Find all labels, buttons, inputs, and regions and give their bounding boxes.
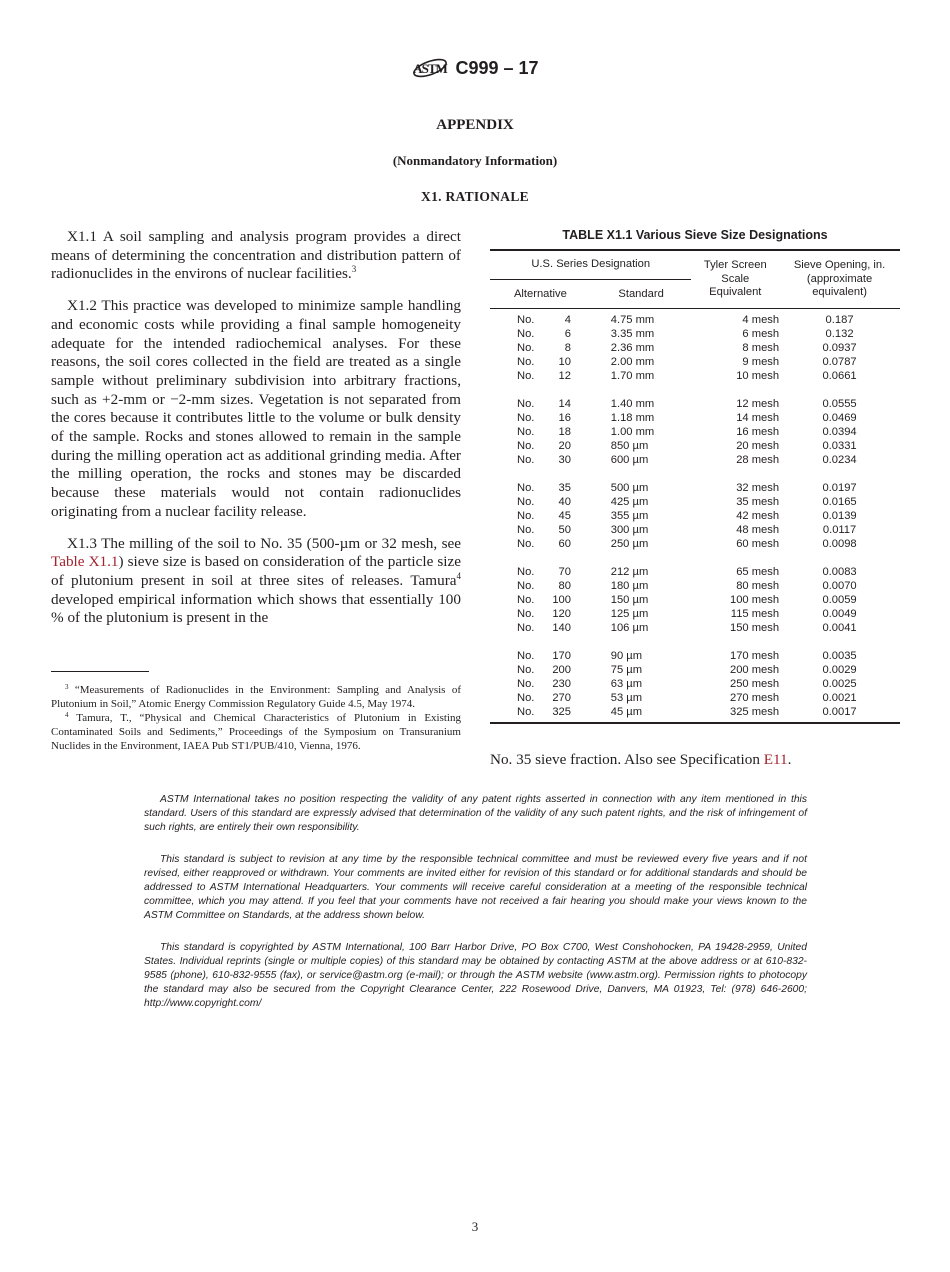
cell-tyler: 4 mesh — [742, 314, 780, 326]
group-spacer — [490, 467, 900, 481]
cell-standard: 355 µm — [610, 510, 649, 522]
cell-tyler: 250 mesh — [729, 678, 780, 690]
cell-opening: 0.187 — [825, 314, 854, 326]
paragraph-x1-3-continued: No. 35 sieve fraction. Also see Specification E11. — [490, 751, 792, 768]
cell-standard: 425 µm — [610, 496, 649, 508]
table-row — [490, 649, 900, 663]
cell-opening: 0.0070 — [822, 580, 857, 592]
cell-tyler: 9 mesh — [742, 356, 780, 368]
cell-tyler: 16 mesh — [736, 426, 780, 438]
cell-opening: 0.0098 — [822, 538, 857, 550]
cell-alternative: No. 200 — [517, 664, 571, 676]
cell-standard: 300 µm — [610, 524, 649, 536]
svg-text:ASTM: ASTM — [413, 61, 448, 76]
cell-alternative: No. 16 — [517, 412, 571, 424]
cell-alternative: No. 60 — [517, 538, 571, 550]
cell-alternative: No. 70 — [517, 566, 571, 578]
header-opening: Sieve Opening, in. (approximate equivalent) — [779, 250, 900, 309]
table-row — [490, 309, 900, 328]
table-row — [490, 579, 900, 593]
cell-opening: 0.0025 — [822, 678, 857, 690]
cell-tyler: 115 mesh — [730, 608, 780, 620]
cell-alternative: No. 270 — [517, 692, 571, 704]
cell-tyler: 48 mesh — [736, 524, 780, 536]
group-spacer — [490, 635, 900, 649]
cell-tyler: 270 mesh — [729, 692, 780, 704]
table-row — [490, 453, 900, 467]
cell-alternative: No. 325 — [517, 706, 571, 718]
cell-standard: 212 µm — [610, 566, 649, 578]
cell-tyler: 325 mesh — [729, 706, 780, 718]
cell-tyler: 60 mesh — [736, 538, 780, 550]
standard-designation: C999 – 17 — [455, 57, 539, 78]
sieve-table-container — [490, 228, 900, 724]
footnote-3: $^3$ “Measurements of Radionuclides in the Environment: Sampling and Analysis of Plutonium in Soil,” Atomic Energy Commission Regulatory Guide 4.5, May 1974. — [51, 683, 461, 710]
cell-standard: 90 µm — [610, 650, 643, 662]
left-column — [51, 228, 461, 641]
cell-opening: 0.132 — [825, 328, 854, 340]
cell-standard: 1.00 mm — [610, 426, 655, 438]
table-row — [490, 509, 900, 523]
cell-standard: 850 µm — [610, 440, 649, 452]
cell-opening: 0.0029 — [822, 664, 857, 676]
table-row — [490, 327, 900, 341]
footnote-ref-4[interactable]: 4 — [456, 570, 461, 581]
nonmandatory-heading: (Nonmandatory Information) — [392, 153, 558, 168]
astm-notices — [144, 793, 807, 1029]
cell-tyler: 8 mesh — [742, 342, 780, 354]
cell-tyler: 150 mesh — [729, 622, 780, 634]
cell-standard: 150 µm — [610, 594, 649, 606]
cell-alternative: No. 4 — [517, 314, 571, 326]
cell-standard: 1.70 mm — [610, 370, 655, 382]
e11-link[interactable]: E11 — [763, 751, 788, 768]
cell-opening: 0.0049 — [822, 608, 857, 620]
cell-standard: 1.40 mm — [610, 398, 655, 410]
table-row — [490, 355, 900, 369]
astm-logo-icon — [411, 52, 449, 84]
appendix-heading: APPENDIX — [436, 117, 514, 133]
cell-opening: 0.0469 — [822, 412, 857, 424]
page-header — [0, 52, 950, 84]
cell-opening: 0.0139 — [822, 510, 857, 522]
patent-notice: ASTM International takes no position respecting the validity of any patent rights asserted in connection with any item mentioned in this standard. Users of this standard are expressly advised that determination of the validity of any such patent rights, and the risk of infringement of such rights, are entirely their own responsibility. — [144, 794, 807, 833]
cell-opening: 0.0787 — [822, 356, 857, 368]
cell-opening: 0.0331 — [822, 440, 857, 452]
cell-opening: 0.0234 — [822, 454, 857, 466]
cell-alternative: No. 40 — [517, 496, 571, 508]
cell-opening: 0.0083 — [822, 566, 857, 578]
table-row — [490, 341, 900, 355]
table-row — [490, 705, 900, 723]
table-row — [490, 369, 900, 383]
cell-alternative: No. 35 — [517, 482, 571, 494]
cell-alternative: No. 120 — [517, 608, 571, 620]
page-number: 3 — [471, 1219, 479, 1234]
table-row — [490, 481, 900, 495]
cell-tyler: 65 mesh — [736, 566, 780, 578]
cell-opening: 0.0165 — [822, 496, 857, 508]
cell-alternative: No. 100 — [517, 594, 571, 606]
cell-tyler: 80 mesh — [736, 580, 780, 592]
cell-alternative: No. 170 — [517, 650, 571, 662]
section-heading: X1. RATIONALE — [421, 189, 529, 204]
cell-opening: 0.0021 — [822, 692, 857, 704]
cell-alternative: No. 80 — [517, 580, 571, 592]
cell-opening: 0.0197 — [822, 482, 857, 494]
paragraph-x1-1: X1.1 A soil sampling and analysis program provides a direct means of determining the concentration and distribution pattern of radionuclides in the environs of nuclear facilities.$^3$ — [51, 228, 461, 283]
paragraph-x1-3: X1.3 The milling of the soil to No. 35 (500-µm or 32 mesh, see Table X1.1) sieve size is based on consideration of the particle size of plutonium present in soil at three sites of releases. Tamura$^4$ developed empirical information which shows that essentially 100 % of the plutonium is present in the — [51, 534, 461, 627]
cell-alternative: No. 10 — [517, 356, 571, 368]
cell-opening: 0.0041 — [822, 622, 857, 634]
cell-standard: 250 µm — [610, 538, 649, 550]
table-row — [490, 621, 900, 635]
cell-alternative: No. 140 — [517, 622, 571, 634]
cell-alternative: No. 18 — [517, 426, 571, 438]
table-row — [490, 523, 900, 537]
cell-standard: 106 µm — [610, 622, 649, 634]
cell-standard: 125 µm — [610, 608, 649, 620]
footnote-divider — [51, 671, 149, 672]
cell-standard: 63 µm — [610, 678, 643, 690]
cell-opening: 0.0017 — [822, 706, 857, 718]
cell-opening: 0.0555 — [822, 398, 857, 410]
table-title: TABLE X1.1 Various Sieve Size Designations — [562, 228, 828, 242]
paragraph-x1-2: X1.2 This practice was developed to minimize sample handling and economic costs while providing a final sample homogeneity adequate for the intended radiochemical analyses. For these reasons, the soil cores collected in the field are treated as a single sample without preliminary subdivision into arbitrary fractions, such as +2-mm or −2-mm sizes. Vegetation is not separated from the cores because it contributes little to the volume or bulk density of the sample. Rocks and stones allowed to remain in the sample during the milling operation act as additional grinding media. After the milling operation, the rocks and stones may be discarded because these materials would not contain radionuclides originating from a nuclear facility release. — [51, 297, 461, 520]
cell-standard: 3.35 mm — [610, 328, 655, 340]
cell-opening: 0.0394 — [822, 426, 857, 438]
footnote-4: $^4$ Tamura, T., “Physical and Chemical Characteristics of Plutonium in Existing Contaminated Soils and Sediments,” Proceedings of the Symposium on Transuranium Nuclides in the Environment, IAEA Pub ST1/PUB/410, Vienna, 1976. — [51, 711, 461, 752]
table-row — [490, 439, 900, 453]
table-row — [490, 565, 900, 579]
cell-tyler: 12 mesh — [736, 398, 780, 410]
table-row — [490, 663, 900, 677]
revision-notice: This standard is subject to revision at any time by the responsible technical committee and must be reviewed every five years and if not revised, either reapproved or withdrawn. Your comments are invited either for revision of this standard or for additional standards and should be addressed to ASTM International Headquarters. Your comments will receive careful consideration at a meeting of the responsible technical committee, which you may attend. If you feel that your comments have not received a fair hearing you should make your views known to the ASTM Committee on Standards, at the address shown below. — [144, 854, 807, 921]
cell-standard: 75 µm — [610, 664, 643, 676]
cell-standard: 180 µm — [610, 580, 649, 592]
cell-tyler: 200 mesh — [729, 664, 780, 676]
group-spacer — [490, 383, 900, 397]
cell-opening: 0.0059 — [822, 594, 857, 606]
table-row — [490, 593, 900, 607]
table-x1-1-link[interactable]: Table X1.1 — [51, 553, 119, 571]
cell-tyler: 42 mesh — [736, 510, 780, 522]
group-spacer — [490, 551, 900, 565]
cell-alternative: No. 50 — [517, 524, 571, 536]
table-row — [490, 495, 900, 509]
cell-tyler: 28 mesh — [736, 454, 780, 466]
cell-standard: 2.36 mm — [610, 342, 655, 354]
cell-alternative: No. 12 — [517, 370, 571, 382]
cell-tyler: 170 mesh — [729, 650, 780, 662]
cell-alternative: No. 45 — [517, 510, 571, 522]
cell-standard: 500 µm — [610, 482, 649, 494]
copyright-notice: This standard is copyrighted by ASTM International, 100 Barr Harbor Drive, PO Box C700, West Conshohocken, PA 19428-2959, United States. Individual reprints (single or multiple copies) of this standard may be obtained by contacting ASTM at the above address or at 610-832-9585 (phone), 610-832-9555 (fax), or service@astm.org (e-mail); or through the ASTM website (www.astm.org). Permission rights to photocopy the standard may also be secured from the Copyright Clearance Center, 222 Rosewood Drive, Danvers, MA 01923, Tel: (978) 646-2600; http://www.copyright.com/ — [144, 942, 807, 1009]
cell-tyler: 6 mesh — [742, 328, 780, 340]
cell-tyler: 10 mesh — [736, 370, 780, 382]
cell-opening: 0.0937 — [822, 342, 857, 354]
cell-standard: 1.18 mm — [610, 412, 655, 424]
cell-tyler: 32 mesh — [736, 482, 780, 494]
cell-tyler: 35 mesh — [736, 496, 780, 508]
table-row — [490, 691, 900, 705]
header-us-series: U.S. Series Designation — [490, 250, 691, 280]
table-row — [490, 425, 900, 439]
cell-standard: 2.00 mm — [610, 356, 655, 368]
cell-alternative: No. 230 — [517, 678, 571, 690]
cell-standard: 45 µm — [610, 706, 643, 718]
cell-opening: 0.0117 — [822, 524, 857, 536]
table-row — [490, 607, 900, 621]
cell-standard: 53 µm — [610, 692, 643, 704]
cell-alternative: No. 20 — [517, 440, 571, 452]
table-body — [490, 309, 900, 724]
sieve-size-table — [490, 249, 900, 724]
table-row — [490, 677, 900, 691]
cell-standard: 600 µm — [610, 454, 649, 466]
cell-tyler: 14 mesh — [736, 412, 780, 424]
header-alternative: Alternative — [490, 280, 591, 309]
header-standard: Standard — [591, 280, 692, 309]
header-tyler: Tyler Screen Scale Equivalent — [691, 250, 779, 309]
cell-tyler: 100 mesh — [729, 594, 780, 606]
cell-opening: 0.0035 — [822, 650, 857, 662]
cell-opening: 0.0661 — [822, 370, 857, 382]
footnote-ref-3[interactable]: 3 — [351, 264, 357, 275]
cell-standard: 4.75 mm — [610, 314, 655, 326]
cell-alternative: No. 30 — [517, 454, 571, 466]
table-row — [490, 537, 900, 551]
cell-alternative: No. 6 — [517, 328, 571, 340]
cell-alternative: No. 8 — [517, 342, 571, 354]
table-row — [490, 411, 900, 425]
cell-tyler: 20 mesh — [736, 440, 780, 452]
footnotes — [51, 683, 461, 753]
table-row — [490, 397, 900, 411]
cell-alternative: No. 14 — [517, 398, 571, 410]
